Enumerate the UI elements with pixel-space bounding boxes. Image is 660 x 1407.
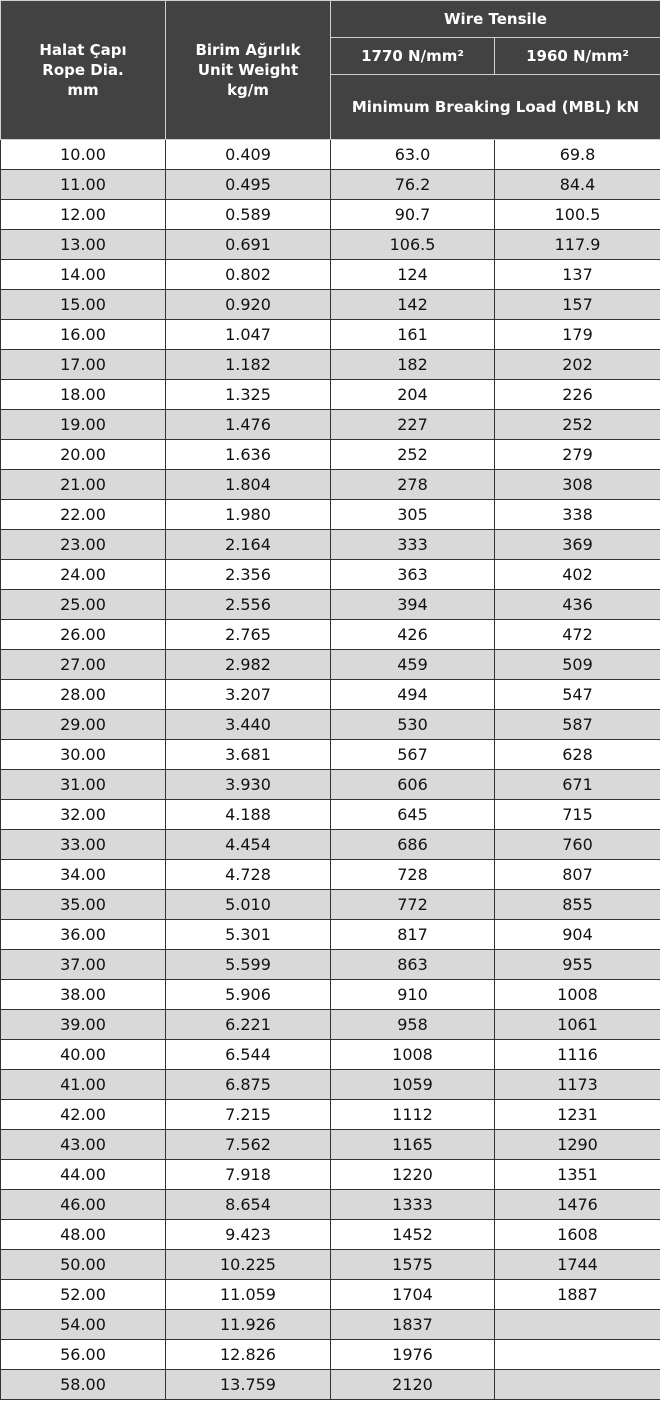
cell-mbl-1960: 402	[495, 560, 660, 590]
cell-mbl-1770: 494	[331, 680, 495, 710]
cell-mbl-1770: 278	[331, 470, 495, 500]
cell-unit-weight: 11.926	[166, 1310, 331, 1340]
cell-mbl-1960: 1608	[495, 1220, 660, 1250]
header-unit-weight-tr: Birim Ağırlık	[195, 41, 301, 59]
cell-rope-dia: 25.00	[1, 590, 166, 620]
cell-unit-weight: 9.423	[166, 1220, 331, 1250]
cell-mbl-1960	[495, 1310, 660, 1340]
cell-mbl-1770: 459	[331, 650, 495, 680]
cell-unit-weight: 2.982	[166, 650, 331, 680]
cell-rope-dia: 34.00	[1, 860, 166, 890]
cell-rope-dia: 41.00	[1, 1070, 166, 1100]
table-row	[1, 530, 660, 560]
header-wire-tensile: Wire Tensile	[331, 1, 660, 38]
cell-mbl-1770: 63.0	[331, 140, 495, 170]
cell-rope-dia: 28.00	[1, 680, 166, 710]
cell-rope-dia: 21.00	[1, 470, 166, 500]
cell-mbl-1960: 226	[495, 380, 660, 410]
cell-unit-weight: 5.906	[166, 980, 331, 1010]
cell-mbl-1770: 252	[331, 440, 495, 470]
cell-mbl-1960: 715	[495, 800, 660, 830]
cell-mbl-1770: 363	[331, 560, 495, 590]
cell-rope-dia: 27.00	[1, 650, 166, 680]
cell-unit-weight: 0.589	[166, 200, 331, 230]
header-unit-weight-en: Unit Weight	[197, 61, 299, 79]
table-row	[1, 230, 660, 260]
cell-mbl-1770: 1220	[331, 1160, 495, 1190]
cell-rope-dia: 33.00	[1, 830, 166, 860]
cell-rope-dia: 26.00	[1, 620, 166, 650]
cell-mbl-1960: 1290	[495, 1130, 660, 1160]
cell-unit-weight: 13.759	[166, 1370, 331, 1400]
cell-unit-weight: 10.225	[166, 1250, 331, 1280]
cell-unit-weight: 11.059	[166, 1280, 331, 1310]
cell-mbl-1960: 587	[495, 710, 660, 740]
table-row	[1, 860, 660, 890]
cell-mbl-1960: 308	[495, 470, 660, 500]
cell-rope-dia: 42.00	[1, 1100, 166, 1130]
cell-mbl-1960: 252	[495, 410, 660, 440]
cell-mbl-1770: 772	[331, 890, 495, 920]
cell-mbl-1960: 1008	[495, 980, 660, 1010]
cell-mbl-1770: 161	[331, 320, 495, 350]
table-row	[1, 1160, 660, 1190]
cell-mbl-1770: 1059	[331, 1070, 495, 1100]
cell-mbl-1960: 1116	[495, 1040, 660, 1070]
table-row	[1, 1280, 660, 1310]
cell-rope-dia: 10.00	[1, 140, 166, 170]
table-row	[1, 440, 660, 470]
table-row	[1, 1130, 660, 1160]
cell-rope-dia: 23.00	[1, 530, 166, 560]
cell-mbl-1960: 202	[495, 350, 660, 380]
cell-mbl-1770: 1333	[331, 1190, 495, 1220]
cell-mbl-1770: 305	[331, 500, 495, 530]
cell-mbl-1960: 671	[495, 770, 660, 800]
cell-mbl-1770: 958	[331, 1010, 495, 1040]
header-unit-weight	[166, 1, 331, 140]
cell-mbl-1770: 1112	[331, 1100, 495, 1130]
cell-mbl-1770: 863	[331, 950, 495, 980]
table-row	[1, 500, 660, 530]
table-row	[1, 1340, 660, 1370]
cell-unit-weight: 5.301	[166, 920, 331, 950]
cell-rope-dia: 32.00	[1, 800, 166, 830]
cell-mbl-1960: 1887	[495, 1280, 660, 1310]
cell-rope-dia: 58.00	[1, 1370, 166, 1400]
cell-unit-weight: 7.215	[166, 1100, 331, 1130]
cell-unit-weight: 4.728	[166, 860, 331, 890]
cell-mbl-1770: 106.5	[331, 230, 495, 260]
cell-unit-weight: 4.454	[166, 830, 331, 860]
table-row	[1, 740, 660, 770]
table-row	[1, 290, 660, 320]
cell-mbl-1770: 76.2	[331, 170, 495, 200]
table-row	[1, 170, 660, 200]
cell-mbl-1960: 472	[495, 620, 660, 650]
cell-rope-dia: 56.00	[1, 1340, 166, 1370]
cell-mbl-1770: 2120	[331, 1370, 495, 1400]
table-row	[1, 1250, 660, 1280]
cell-mbl-1960: 1744	[495, 1250, 660, 1280]
cell-unit-weight: 1.325	[166, 380, 331, 410]
cell-rope-dia: 18.00	[1, 380, 166, 410]
table-row	[1, 590, 660, 620]
cell-unit-weight: 1.980	[166, 500, 331, 530]
table-row	[1, 680, 660, 710]
cell-rope-dia: 31.00	[1, 770, 166, 800]
cell-mbl-1770: 227	[331, 410, 495, 440]
cell-mbl-1770: 204	[331, 380, 495, 410]
cell-mbl-1770: 530	[331, 710, 495, 740]
cell-mbl-1770: 606	[331, 770, 495, 800]
cell-rope-dia: 15.00	[1, 290, 166, 320]
cell-unit-weight: 1.182	[166, 350, 331, 380]
table-row	[1, 830, 660, 860]
cell-mbl-1960: 904	[495, 920, 660, 950]
cell-mbl-1770: 1976	[331, 1340, 495, 1370]
cell-unit-weight: 0.495	[166, 170, 331, 200]
header-grade-1960: 1960 N/mm²	[495, 38, 660, 75]
table-row	[1, 260, 660, 290]
cell-mbl-1960: 807	[495, 860, 660, 890]
table-row	[1, 770, 660, 800]
table-row	[1, 710, 660, 740]
cell-mbl-1960	[495, 1370, 660, 1400]
cell-unit-weight: 1.047	[166, 320, 331, 350]
table-row	[1, 920, 660, 950]
cell-mbl-1770: 728	[331, 860, 495, 890]
cell-mbl-1770: 817	[331, 920, 495, 950]
cell-unit-weight: 0.920	[166, 290, 331, 320]
cell-mbl-1770: 910	[331, 980, 495, 1010]
cell-mbl-1960: 547	[495, 680, 660, 710]
table-row	[1, 1310, 660, 1340]
cell-mbl-1960: 760	[495, 830, 660, 860]
cell-rope-dia: 52.00	[1, 1280, 166, 1310]
cell-rope-dia: 48.00	[1, 1220, 166, 1250]
cell-mbl-1960: 509	[495, 650, 660, 680]
cell-unit-weight: 7.918	[166, 1160, 331, 1190]
cell-rope-dia: 24.00	[1, 560, 166, 590]
table-row	[1, 1370, 660, 1400]
cell-mbl-1770: 394	[331, 590, 495, 620]
cell-mbl-1770: 124	[331, 260, 495, 290]
cell-rope-dia: 37.00	[1, 950, 166, 980]
table-row	[1, 1220, 660, 1250]
cell-mbl-1770: 182	[331, 350, 495, 380]
cell-unit-weight: 6.875	[166, 1070, 331, 1100]
cell-rope-dia: 12.00	[1, 200, 166, 230]
cell-unit-weight: 4.188	[166, 800, 331, 830]
header-mbl: Minimum Breaking Load (MBL) kN	[331, 75, 660, 140]
cell-rope-dia: 36.00	[1, 920, 166, 950]
cell-unit-weight: 3.930	[166, 770, 331, 800]
cell-mbl-1960: 338	[495, 500, 660, 530]
table-row	[1, 1040, 660, 1070]
cell-rope-dia: 14.00	[1, 260, 166, 290]
cell-unit-weight: 1.476	[166, 410, 331, 440]
cell-rope-dia: 13.00	[1, 230, 166, 260]
cell-unit-weight: 1.804	[166, 470, 331, 500]
cell-unit-weight: 0.691	[166, 230, 331, 260]
table-row	[1, 410, 660, 440]
table-row	[1, 320, 660, 350]
cell-rope-dia: 38.00	[1, 980, 166, 1010]
cell-mbl-1960: 855	[495, 890, 660, 920]
table-row	[1, 350, 660, 380]
header-grade-1770: 1770 N/mm²	[331, 38, 495, 75]
table-row	[1, 470, 660, 500]
cell-mbl-1960: 955	[495, 950, 660, 980]
cell-mbl-1960: 157	[495, 290, 660, 320]
table-row	[1, 620, 660, 650]
cell-unit-weight: 12.826	[166, 1340, 331, 1370]
table-row	[1, 1010, 660, 1040]
cell-rope-dia: 16.00	[1, 320, 166, 350]
cell-mbl-1960: 137	[495, 260, 660, 290]
cell-mbl-1960: 1231	[495, 1100, 660, 1130]
cell-mbl-1770: 333	[331, 530, 495, 560]
table-row	[1, 980, 660, 1010]
cell-unit-weight: 2.556	[166, 590, 331, 620]
table-row	[1, 560, 660, 590]
cell-mbl-1960: 179	[495, 320, 660, 350]
table-row	[1, 890, 660, 920]
cell-rope-dia: 11.00	[1, 170, 166, 200]
cell-mbl-1770: 1165	[331, 1130, 495, 1160]
cell-unit-weight: 5.599	[166, 950, 331, 980]
header-rope-dia-en: Rope Dia.	[42, 61, 124, 79]
cell-mbl-1960: 117.9	[495, 230, 660, 260]
table-row	[1, 1100, 660, 1130]
cell-mbl-1770: 1704	[331, 1280, 495, 1310]
cell-mbl-1960: 436	[495, 590, 660, 620]
cell-unit-weight: 8.654	[166, 1190, 331, 1220]
cell-rope-dia: 17.00	[1, 350, 166, 380]
cell-mbl-1770: 567	[331, 740, 495, 770]
cell-mbl-1770: 686	[331, 830, 495, 860]
table-header	[1, 1, 660, 140]
cell-unit-weight: 3.207	[166, 680, 331, 710]
cell-unit-weight: 0.409	[166, 140, 331, 170]
cell-rope-dia: 30.00	[1, 740, 166, 770]
cell-mbl-1960: 1351	[495, 1160, 660, 1190]
table-row	[1, 380, 660, 410]
table-row	[1, 1190, 660, 1220]
cell-rope-dia: 29.00	[1, 710, 166, 740]
table-row	[1, 140, 660, 170]
cell-rope-dia: 40.00	[1, 1040, 166, 1070]
cell-mbl-1770: 1837	[331, 1310, 495, 1340]
cell-mbl-1770: 1008	[331, 1040, 495, 1070]
cell-mbl-1960: 100.5	[495, 200, 660, 230]
cell-unit-weight: 3.681	[166, 740, 331, 770]
table-row	[1, 800, 660, 830]
cell-unit-weight: 2.765	[166, 620, 331, 650]
header-rope-dia-tr: Halat Çapı	[39, 41, 127, 59]
cell-unit-weight: 3.440	[166, 710, 331, 740]
cell-mbl-1960: 628	[495, 740, 660, 770]
cell-rope-dia: 39.00	[1, 1010, 166, 1040]
cell-unit-weight: 6.221	[166, 1010, 331, 1040]
table-row	[1, 650, 660, 680]
cell-mbl-1770: 142	[331, 290, 495, 320]
cell-rope-dia: 35.00	[1, 890, 166, 920]
cell-rope-dia: 22.00	[1, 500, 166, 530]
cell-mbl-1960: 1061	[495, 1010, 660, 1040]
header-rope-dia-unit: mm	[67, 81, 99, 99]
table-row	[1, 950, 660, 980]
table-body	[1, 140, 660, 1400]
cell-mbl-1960: 1173	[495, 1070, 660, 1100]
cell-unit-weight: 2.356	[166, 560, 331, 590]
cell-rope-dia: 54.00	[1, 1310, 166, 1340]
cell-unit-weight: 2.164	[166, 530, 331, 560]
cell-mbl-1960: 84.4	[495, 170, 660, 200]
cell-rope-dia: 43.00	[1, 1130, 166, 1160]
cell-unit-weight: 0.802	[166, 260, 331, 290]
cell-unit-weight: 5.010	[166, 890, 331, 920]
cell-mbl-1960	[495, 1340, 660, 1370]
cell-mbl-1960: 69.8	[495, 140, 660, 170]
cell-mbl-1960: 279	[495, 440, 660, 470]
cell-mbl-1770: 1575	[331, 1250, 495, 1280]
cell-mbl-1960: 1476	[495, 1190, 660, 1220]
cell-mbl-1770: 1452	[331, 1220, 495, 1250]
cell-mbl-1960: 369	[495, 530, 660, 560]
cell-unit-weight: 6.544	[166, 1040, 331, 1070]
cell-mbl-1770: 426	[331, 620, 495, 650]
table-row	[1, 200, 660, 230]
cell-rope-dia: 46.00	[1, 1190, 166, 1220]
cell-unit-weight: 7.562	[166, 1130, 331, 1160]
cell-mbl-1770: 90.7	[331, 200, 495, 230]
table-row	[1, 1070, 660, 1100]
cell-unit-weight: 1.636	[166, 440, 331, 470]
cell-rope-dia: 44.00	[1, 1160, 166, 1190]
cell-mbl-1770: 645	[331, 800, 495, 830]
cell-rope-dia: 20.00	[1, 440, 166, 470]
cell-rope-dia: 50.00	[1, 1250, 166, 1280]
header-unit-weight-unit: kg/m	[227, 81, 269, 99]
header-rope-diameter	[1, 1, 166, 140]
cell-rope-dia: 19.00	[1, 410, 166, 440]
